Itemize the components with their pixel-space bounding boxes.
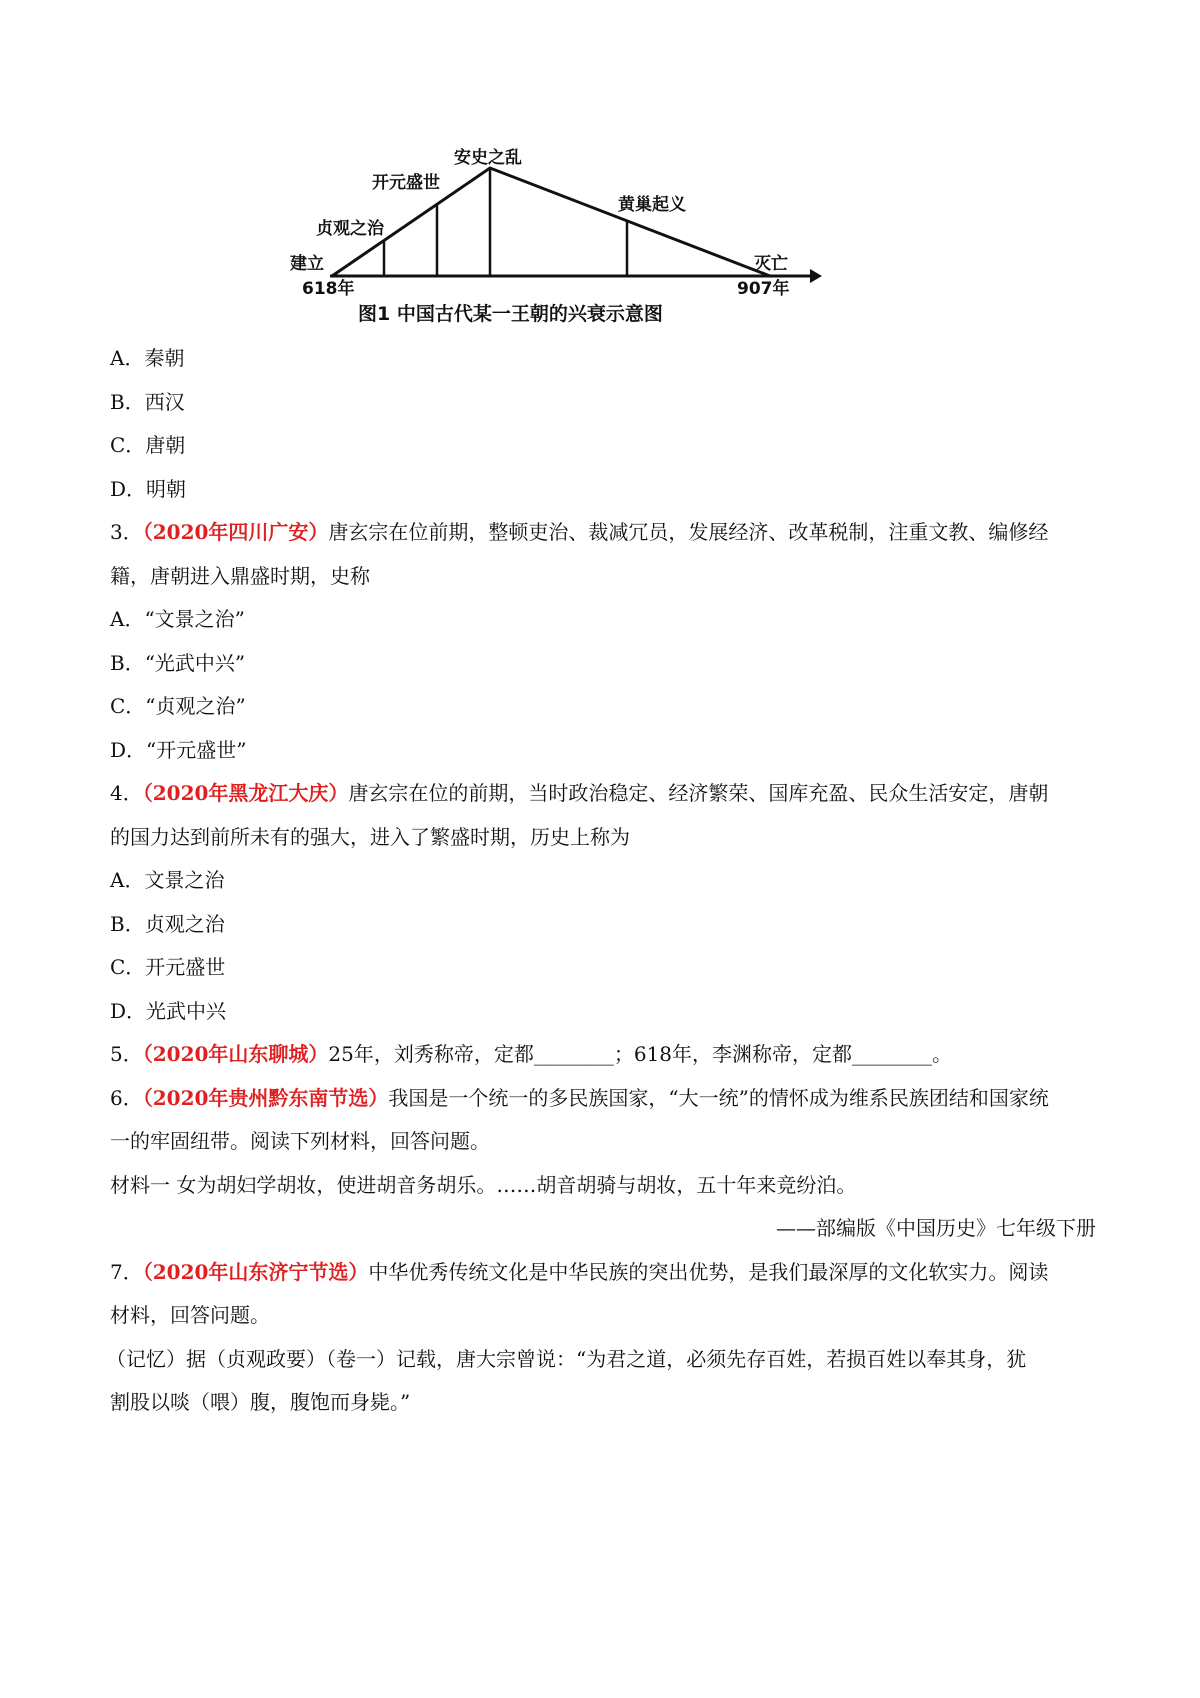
q5-source: （2020年山东聊城）	[142, 1042, 329, 1066]
q3-option-a: A．“文景之治”	[110, 607, 245, 631]
q4-stem-line2: 的国力达到前所未有的强大，进入了繁盛时期，历史上称为	[110, 825, 630, 849]
q7-text1: 中华优秀传统文化是中华民族的突出优势，是我们最深厚的文化软实力。阅读	[368, 1260, 1049, 1284]
q6-text1: 我国是一个统一的多民族国家，“大一统”的情怀成为维系民族团结和国家统	[388, 1086, 1049, 1110]
q5-stem	[110, 1042, 952, 1066]
label-founded: 建立	[290, 254, 324, 274]
q4-option-c: C．开元盛世	[110, 955, 226, 979]
q4-source: （2020年黑龙江大庆）	[142, 781, 349, 805]
q4-option-d: D．光武中兴	[110, 999, 227, 1023]
q3-stem-line2: 籍，唐朝进入鼎盛时期，史称	[110, 564, 370, 588]
q2-option-a: A．秦朝	[110, 346, 185, 370]
q3-source: （2020年四川广安）	[142, 520, 329, 544]
q7-source: （2020年山东济宁节选）	[142, 1260, 369, 1284]
label-kaiyuan: 开元盛世	[372, 173, 440, 193]
q7-memory-line1: （记忆）据（贞观政要）（卷一）记载，唐大宗曾说：“为君之道，必须先存百姓，若损百姓以奉其身，犹	[106, 1347, 1027, 1371]
label-anshi: 安史之乱	[454, 148, 522, 168]
q6-number: 6．	[110, 1086, 143, 1110]
q6-stem-line2: 一的牢固纽带。阅读下列材料，回答问题。	[110, 1129, 490, 1153]
q4-text1: 唐玄宗在位的前期，当时政治稳定、经济繁荣、国库充盈、民众生活安定，唐朝	[348, 781, 1049, 805]
q3-option-b: B．“光武中兴”	[110, 651, 246, 675]
q7-memory-line2: 割股以啖（喂）腹，腹饱而身毙。”	[110, 1390, 411, 1414]
q6-stem-line1	[110, 1086, 1049, 1110]
q4-number: 4．	[110, 781, 143, 805]
q3-option-d: D．“开元盛世”	[110, 738, 247, 762]
figure-caption: 图1 中国古代某一王朝的兴衰示意图	[358, 303, 663, 325]
label-fall: 灭亡	[754, 254, 788, 274]
q2-option-d: D．明朝	[110, 477, 187, 501]
label-huangchao: 黄巢起义	[618, 195, 686, 215]
q2-option-c: C．唐朝	[110, 433, 186, 457]
q4-stem-line1	[110, 781, 1048, 805]
dynasty-rise-fall-diagram	[290, 148, 900, 358]
label-zhenguan: 贞观之治	[316, 219, 384, 239]
q4-option-a: A．文景之治	[110, 868, 225, 892]
q7-stem-line2: 材料，回答问题。	[110, 1303, 270, 1327]
axis-arrow	[810, 269, 822, 283]
q5-text: 25年，刘秀称帝，定都________；618年，李渊称帝，定都________。	[328, 1042, 953, 1066]
q2-option-b: B．西汉	[110, 390, 185, 414]
label-start-year: 618年	[302, 279, 355, 299]
q3-stem-line1	[110, 520, 1048, 544]
label-end-year: 907年	[737, 279, 790, 299]
q4-option-b: B．贞观之治	[110, 912, 225, 936]
diagram-svg	[290, 148, 900, 358]
q6-material: 材料一 女为胡妇学胡妆，使进胡音务胡乐。……胡音胡骑与胡妆，五十年来竞纷泊。	[110, 1173, 857, 1197]
q7-number: 7．	[110, 1260, 143, 1284]
q3-text1: 唐玄宗在位前期，整顿吏治、裁减冗员，发展经济、改革税制，注重文教、编修经	[328, 520, 1049, 544]
q6-source: （2020年贵州黔东南节选）	[142, 1086, 389, 1110]
q7-stem-line1	[110, 1260, 1048, 1284]
q6-attribution: ——部编版《中国历史》七年级下册	[776, 1216, 1096, 1240]
q5-number: 5．	[110, 1042, 143, 1066]
q3-option-c: C．“贞观之治”	[110, 694, 246, 718]
q3-number: 3．	[110, 520, 143, 544]
